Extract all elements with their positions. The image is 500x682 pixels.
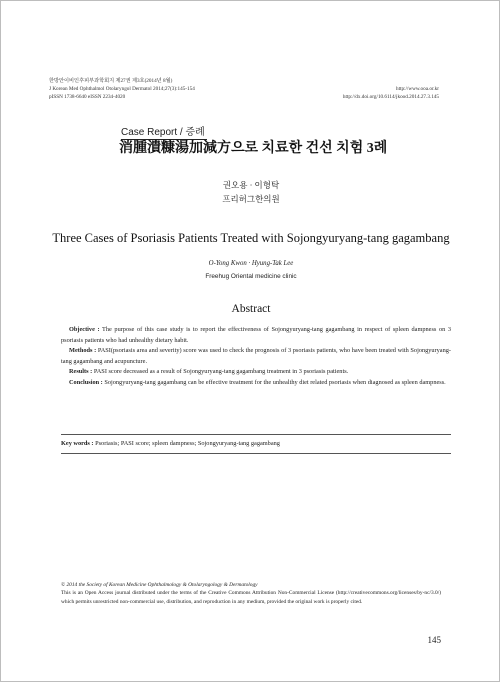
abstract-conclusion-text: Sojongyuryang-tang gagambang can be effective treatment for the unhealthy diet related psoriasis when diagnosed as spleen dampness. <box>102 378 446 386</box>
abstract-results-label: Results : <box>69 368 93 375</box>
abstract-methods <box>61 346 451 367</box>
doi-link[interactable]: http://dx.doi.org/10.6114/jkood.2014.27.3.145 <box>342 94 439 100</box>
journal-url[interactable]: http://www.ooa.or.kr <box>395 86 439 92</box>
abstract-methods-label: Methods : <box>69 347 97 354</box>
page-number: 145 <box>427 635 441 645</box>
abstract-conclusion <box>61 378 451 389</box>
journal-header-right <box>343 85 439 101</box>
journal-issn: pISSN 1738-6640 eISSN 2234-4020 <box>49 94 126 100</box>
journal-name-korean: 한방안이비인후피부과학회지 제27권 제3호(2014년 8월) <box>49 78 173 84</box>
keywords-label: Key words : <box>61 440 94 447</box>
abstract-objective-label: Objective : <box>69 326 100 333</box>
abstract-objective <box>61 325 451 346</box>
abstract-heading: Abstract <box>231 303 271 315</box>
keywords-top-rule <box>61 434 451 435</box>
copyright-line: © 2014 the Society of Korean Medicine Ophthalmology & Otolaryngology & Dermatology <box>61 582 258 588</box>
english-title: Three Cases of Psoriasis Patients Treated with Sojongyuryang-tang gagambang <box>52 231 450 245</box>
korean-authors: 권오용 · 이형탁 <box>222 180 280 190</box>
abstract-objective-text: The purpose of this case study is to report the effectiveness of Sojongyuryang-tang gagambang in respect of spleen dampness on 3 psoriasis patients who had unhealthy dietary habit. <box>61 326 451 344</box>
journal-citation: J Korean Med Ophthalmol Otolaryngol Dermatol 2014;27(3):145-154 <box>49 86 195 92</box>
abstract-results <box>61 367 451 378</box>
korean-affiliation: 프리허그한의원 <box>222 194 280 204</box>
keywords-text: Psoriasis; PASI score; spleen dampness; Sojongyuryang-tang gagambang <box>93 440 280 447</box>
abstract-methods-text: PASI(psoriasis area and severity) score was used to check the prognosis of 3 psoriasis patients, who have been treated with Sojongyuryang-tang gagambang and acupuncture. <box>61 347 451 365</box>
article-type-tag: Case Report / 증례 <box>121 123 207 140</box>
abstract-conclusion-label: Conclusion : <box>69 378 103 386</box>
license-text: This is an Open Access journal distributed under the terms of the Creative Commons Attribution Non-Commercial License (http://creativecommons.org/licenses/by-nc/3.0/) which permits unrestricted non-commercial use, distribution, and reproduction in any medium, provided the original work is properly cited. <box>61 590 441 605</box>
copyright-notice <box>61 581 441 606</box>
keywords-line <box>61 440 451 447</box>
keywords-bottom-rule <box>61 453 451 454</box>
abstract-body <box>61 325 451 388</box>
journal-header-left <box>49 77 195 101</box>
english-authors: O-Yong Kwon · Hyung-Tak Lee <box>208 260 294 267</box>
korean-title: 消腫潰糠湯加減方으로 치료한 건선 치험 3례 <box>119 141 388 156</box>
english-affiliation: Freehug Oriental medicine clinic <box>205 273 297 280</box>
abstract-results-text: PASI score decreased as a result of Sojongyuryang-tang gagambang treatment in 3 psoriasis patients. <box>92 368 349 375</box>
